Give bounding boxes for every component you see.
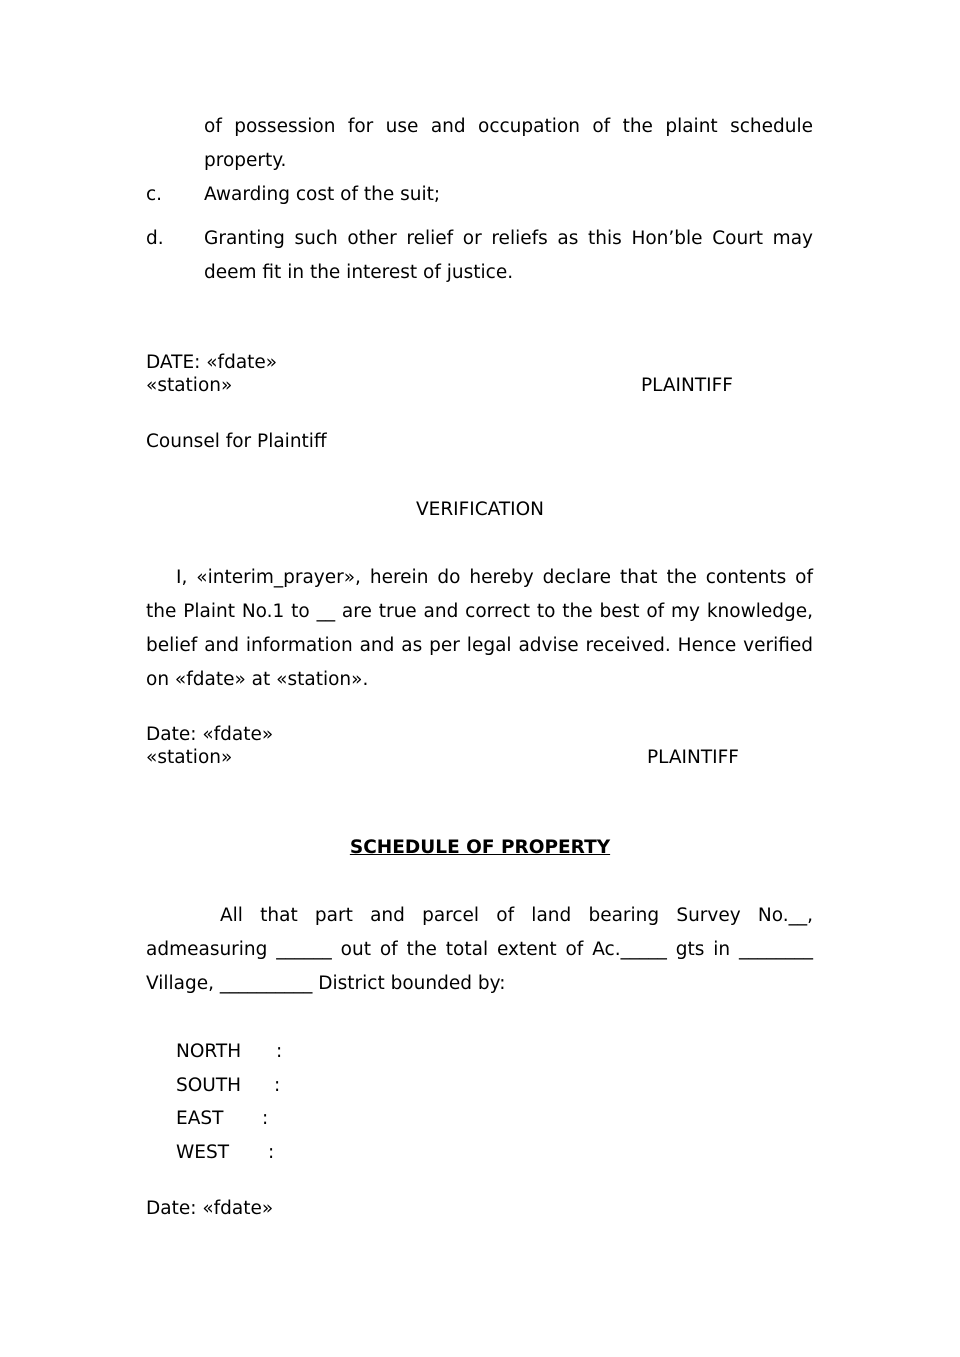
prayer-item-marker: c. <box>146 184 163 205</box>
station-line: «station» <box>146 375 233 396</box>
verification-body: I, «interim_prayer», herein do hereby declare that the contents of the Plaint No.1 to __ are true and correct to the best of my knowledge, belief and information and as per legal advise received. Hence verified on «fdate» at «station». <box>146 567 813 690</box>
boundary-label-north: NORTH <box>176 1041 242 1062</box>
prayer-item-text: Granting such other relief or reliefs as this Hon’ble Court may deem fit in the interest of justice. <box>204 228 813 283</box>
boundary-separator: : <box>276 1041 283 1062</box>
prayer-item-marker: d. <box>146 228 164 249</box>
schedule-date-line: Date: «fdate» <box>146 1198 274 1219</box>
boundary-label-west: WEST <box>176 1142 230 1163</box>
boundary-separator: : <box>268 1142 275 1163</box>
verification-date-line: Date: «fdate» <box>146 724 274 745</box>
date-line: DATE: «fdate» <box>146 352 278 373</box>
verification-station-line: «station» <box>146 747 233 768</box>
prayer-item-text: Awarding cost of the suit; <box>204 184 441 205</box>
boundary-label-south: SOUTH <box>176 1075 242 1096</box>
schedule-body: All that part and parcel of land bearing Survey No.__, admeasuring ______ out of the total extent of Ac._____ gts in ________ Village, __________ District bounded by: <box>146 905 813 994</box>
verification-title: VERIFICATION <box>415 499 545 520</box>
prayer-continuation: of possession for use and occupation of the plaint schedule property. <box>204 116 813 171</box>
schedule-title: SCHEDULE OF PROPERTY <box>349 837 611 858</box>
boundary-separator: : <box>274 1075 281 1096</box>
counsel-line: Counsel for Plaintiff <box>146 431 327 452</box>
plaintiff-signature-label: PLAINTIFF <box>641 375 733 396</box>
boundary-separator: : <box>262 1108 269 1129</box>
verification-plaintiff-label: PLAINTIFF <box>647 747 739 768</box>
boundary-label-east: EAST <box>176 1108 224 1129</box>
